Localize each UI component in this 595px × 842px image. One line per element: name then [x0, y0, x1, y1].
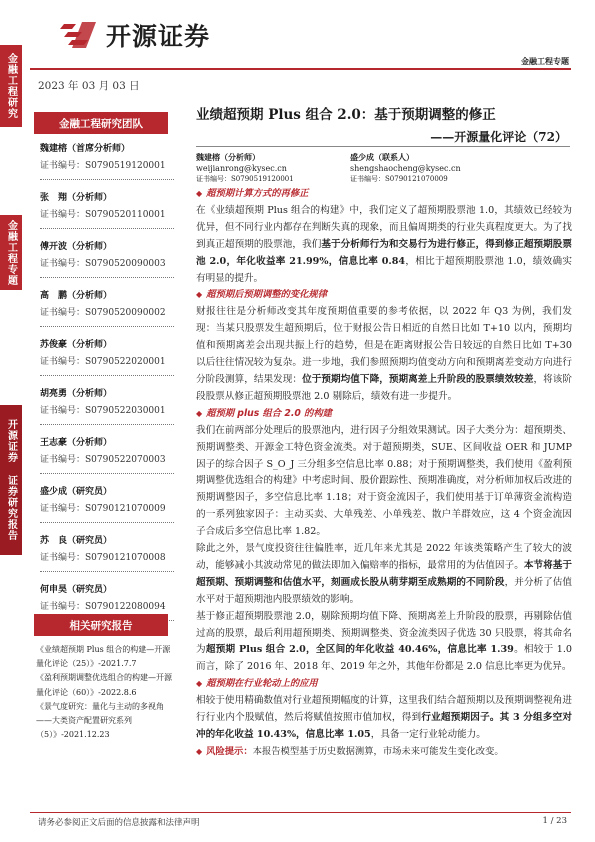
bullet-icon: ◆ — [196, 290, 203, 300]
report-body — [196, 186, 572, 761]
author-separator — [40, 424, 174, 425]
author-list — [40, 141, 180, 631]
author-name: 胡亮勇（分析师） — [40, 389, 113, 399]
author-separator — [40, 326, 174, 327]
section-heading: ◆ 超预期 plus 组合 2.0 的构建 — [196, 406, 572, 423]
risk-warning: ◆ 风险提示：本报告模型基于历史数据测算，市场未来可能发生变化改变。 — [196, 745, 504, 757]
author-separator — [40, 228, 174, 229]
logo-text: 开源证券 — [106, 22, 211, 51]
related-list — [36, 643, 174, 742]
page-number: 1 / 23 — [542, 816, 567, 826]
author-separator — [40, 571, 174, 572]
bullet-icon: ◆ — [196, 189, 203, 198]
analyst-email[interactable]: weijianrong@kysec.cn — [196, 164, 287, 173]
related-item[interactable]: 《景气度研究：量化与主动的多视角——大类资产配置研究系列（5）》-2021.12.23 — [36, 701, 164, 740]
section-paragraph: 财报往往是分析师改变其年度预期值重要的参考依据，以 2022 年 Q3 为例，我们发现：当某只股票发生超预期后，位于财报公告日相近的自然日比如 T+10 以内，预期均值和预期离差会出现共振上行的趋势，但是在距离财报公告日较远的自然日比如 T+30 以后往往情况较为复杂。进一步地，我们参照预期均值变动方向和预期离差变动方向进行分阶段测算，结果发现：位于预期均值下降，预期离差上升阶段的股票绩效较差，将该阶段股票从修正超预期股票池 2.0 剔除后，绩效有进一步提升。 — [196, 306, 573, 402]
section-paragraph: 相较于使用精确数值对行业超预期幅度的计算，这里我们结合超预期以及预期调整视角进行行业内个股赋值，然后将赋值按照市值加权，得到行业超预期因子。其 3 分组多空对冲的年化收益 10.43%，信息比率 1.05，具备一定行业轮动能力。 — [196, 695, 573, 740]
report-type: 金融工程专题 — [521, 57, 569, 66]
team-title: 金融工程研究团队 — [34, 112, 168, 134]
analyst-id: 证书编号：S0790519120001 — [196, 175, 294, 183]
section-heading: ◆ 超预期计算方式的再修正 — [196, 186, 572, 203]
author-id: 证书编号：S0790121070008 — [40, 553, 166, 563]
section-paragraph: 我们在前两部分处理后的股票池内，进行因子分组效果测试。因子大类分为：超预期类、预期调整类、开源金工特色资金流类。对于超预期类，SUE、区间收益 OER 和 JUMP 因子的综合因子 S_O_J 三分组多空信息比率 0.88；对于预期调整类，我们使用《盈利预期调整优选组合的构建》中考虑时间、股价跟踪性、预期准确度，对分析师加权后改进的预期调整因子，多空信息比率 1.18；对于资金流因子，我们使用基于订单薄资金流构造的一系列独家因子：主动买卖、大单残差、小单残差、散户羊群效应，这 4 个资金流因子合成后多空信息比率 1.82。 — [196, 424, 572, 538]
author-id: 证书编号：S0790520090003 — [40, 259, 166, 269]
author-name: 傅开波（分析师） — [40, 242, 113, 252]
author-entry — [40, 288, 180, 337]
analyst-name: 魏建榕（分析师） — [196, 153, 260, 162]
author-name: 苏俊豪（分析师） — [40, 340, 113, 350]
report-date: 2023 年 03 月 03 日 — [38, 80, 140, 92]
related-item[interactable]: 《盈利预期调整优选组合的构建—开源量化评论（60）》-2022.8.6 — [36, 673, 172, 697]
analyst-card — [196, 152, 294, 185]
bullet-icon: ◆ — [196, 408, 203, 418]
author-id: 证书编号：S0790519120001 — [40, 161, 166, 171]
analyst-divider — [196, 146, 570, 147]
author-id: 证书编号：S0790520090002 — [40, 308, 166, 318]
company-logo — [60, 17, 210, 53]
analyst-card — [350, 152, 461, 185]
author-name: 魏建榕（首席分析师） — [40, 144, 131, 154]
author-id: 证书编号：S0790121070009 — [40, 504, 166, 514]
section-heading: ◆ 超预期后预期调整的变化规律 — [196, 287, 572, 304]
author-entry — [40, 435, 180, 484]
author-name: 盛少成（研究员） — [40, 487, 113, 497]
analyst-name: 盛少成（联系人） — [350, 153, 414, 162]
author-entry — [40, 190, 180, 239]
author-separator — [40, 522, 174, 523]
author-entry — [40, 239, 180, 288]
author-entry — [40, 141, 180, 190]
author-name: 张 翔（分析师） — [40, 193, 113, 203]
author-entry — [40, 386, 180, 435]
author-id: 证书编号：S0790520110001 — [40, 210, 166, 220]
author-entry — [40, 337, 180, 386]
author-id: 证书编号：S0790522070003 — [40, 455, 166, 465]
analyst-id: 证书编号：S0790121070009 — [350, 175, 448, 183]
section-paragraph: 在《业绩超预期 Plus 组合的构建》中，我们定义了超预期股票池 1.0，其绩效已经较为优异，但不同行业内都存在判断失真的现象，而且偏周期类的行业失真程度更大。为了找到真正超预期的股票池，我们基于分析师行为和交易行为进行修正，得到修正超预期股票池 2.0，年化收益率 21.99%，信息比率 0.84，相比于超预期股票池 1.0，绩效确实有明显的提升。 — [196, 204, 573, 284]
footer-disclaimer[interactable]: 请务必参阅正文后面的信息披露和法律声明 — [38, 818, 200, 828]
bullet-icon: ◆ — [196, 746, 203, 756]
report-subtitle: ——开源量化评论（72） — [430, 130, 567, 144]
author-name: 高 鹏（分析师） — [40, 291, 113, 301]
related-title: 相关研究报告 — [34, 614, 168, 636]
section-paragraph: 基于修正超预期股票池 2.0，剔除预期均值下降、预期离差上升阶段的股票，再剔除估值过高的股票，最后利用超预期类、预期调整类、资金流类因子优选 30 只股票，将其命名为超预期 Plus 组合 2.0，全区间的年化收益 40.46%，信息比率 1.39。相较于 1.0 而言，除了 2016 年、2018 年、2019 年之外，其他年份都是 2.0 信息比率更为优异。 — [196, 610, 573, 673]
author-separator — [40, 473, 174, 474]
sidebar-tab-topic: 金融工程专题 — [0, 215, 22, 290]
author-name: 王志豪（分析师） — [40, 438, 113, 448]
author-separator — [40, 277, 174, 278]
sidebar-tab-research: 金融工程研究 — [0, 45, 22, 127]
section-heading: ◆ 超预期在行业轮动上的应用 — [196, 676, 572, 693]
analyst-email[interactable]: shengshaocheng@kysec.cn — [350, 164, 461, 173]
author-id: 证书编号：S0790522030001 — [40, 406, 166, 416]
header-divider — [30, 68, 571, 70]
sidebar-tab-company: 开源证券 证券研究报告 — [0, 405, 22, 555]
related-item[interactable]: 《业绩超预期 Plus 组合的构建—开源量化评论（25）》-2021.7.7 — [36, 645, 171, 669]
author-separator — [40, 375, 174, 376]
author-entry — [40, 533, 180, 582]
bullet-icon: ◆ — [196, 679, 203, 689]
author-separator — [40, 179, 174, 180]
author-name: 何申昊（研究员） — [40, 585, 113, 595]
section-paragraph: 除此之外，景气度投资往往偏胜率，近几年来尤其是 2022 年该类策略产生了较大的波动，能够减小其波动常见的做法即加入偏赔率的指标，最常用的为估值因子。本节将基于超预期、预期调整和估值水平，刻画成长股从萌芽期至成熟期的不同阶段，并分析了估值水平对于超预期池内股票绩效的影响。 — [196, 543, 573, 605]
report-title: 业绩超预期 Plus 组合 2.0：基于预期调整的修正 — [196, 107, 496, 123]
author-id: 证书编号：S0790522020001 — [40, 357, 166, 367]
logo-mark-icon — [60, 20, 102, 50]
author-id: 证书编号：S0790122080094 — [40, 602, 166, 612]
footer-divider — [30, 812, 571, 813]
author-entry — [40, 484, 180, 533]
author-name: 苏 良（研究员） — [40, 536, 113, 546]
